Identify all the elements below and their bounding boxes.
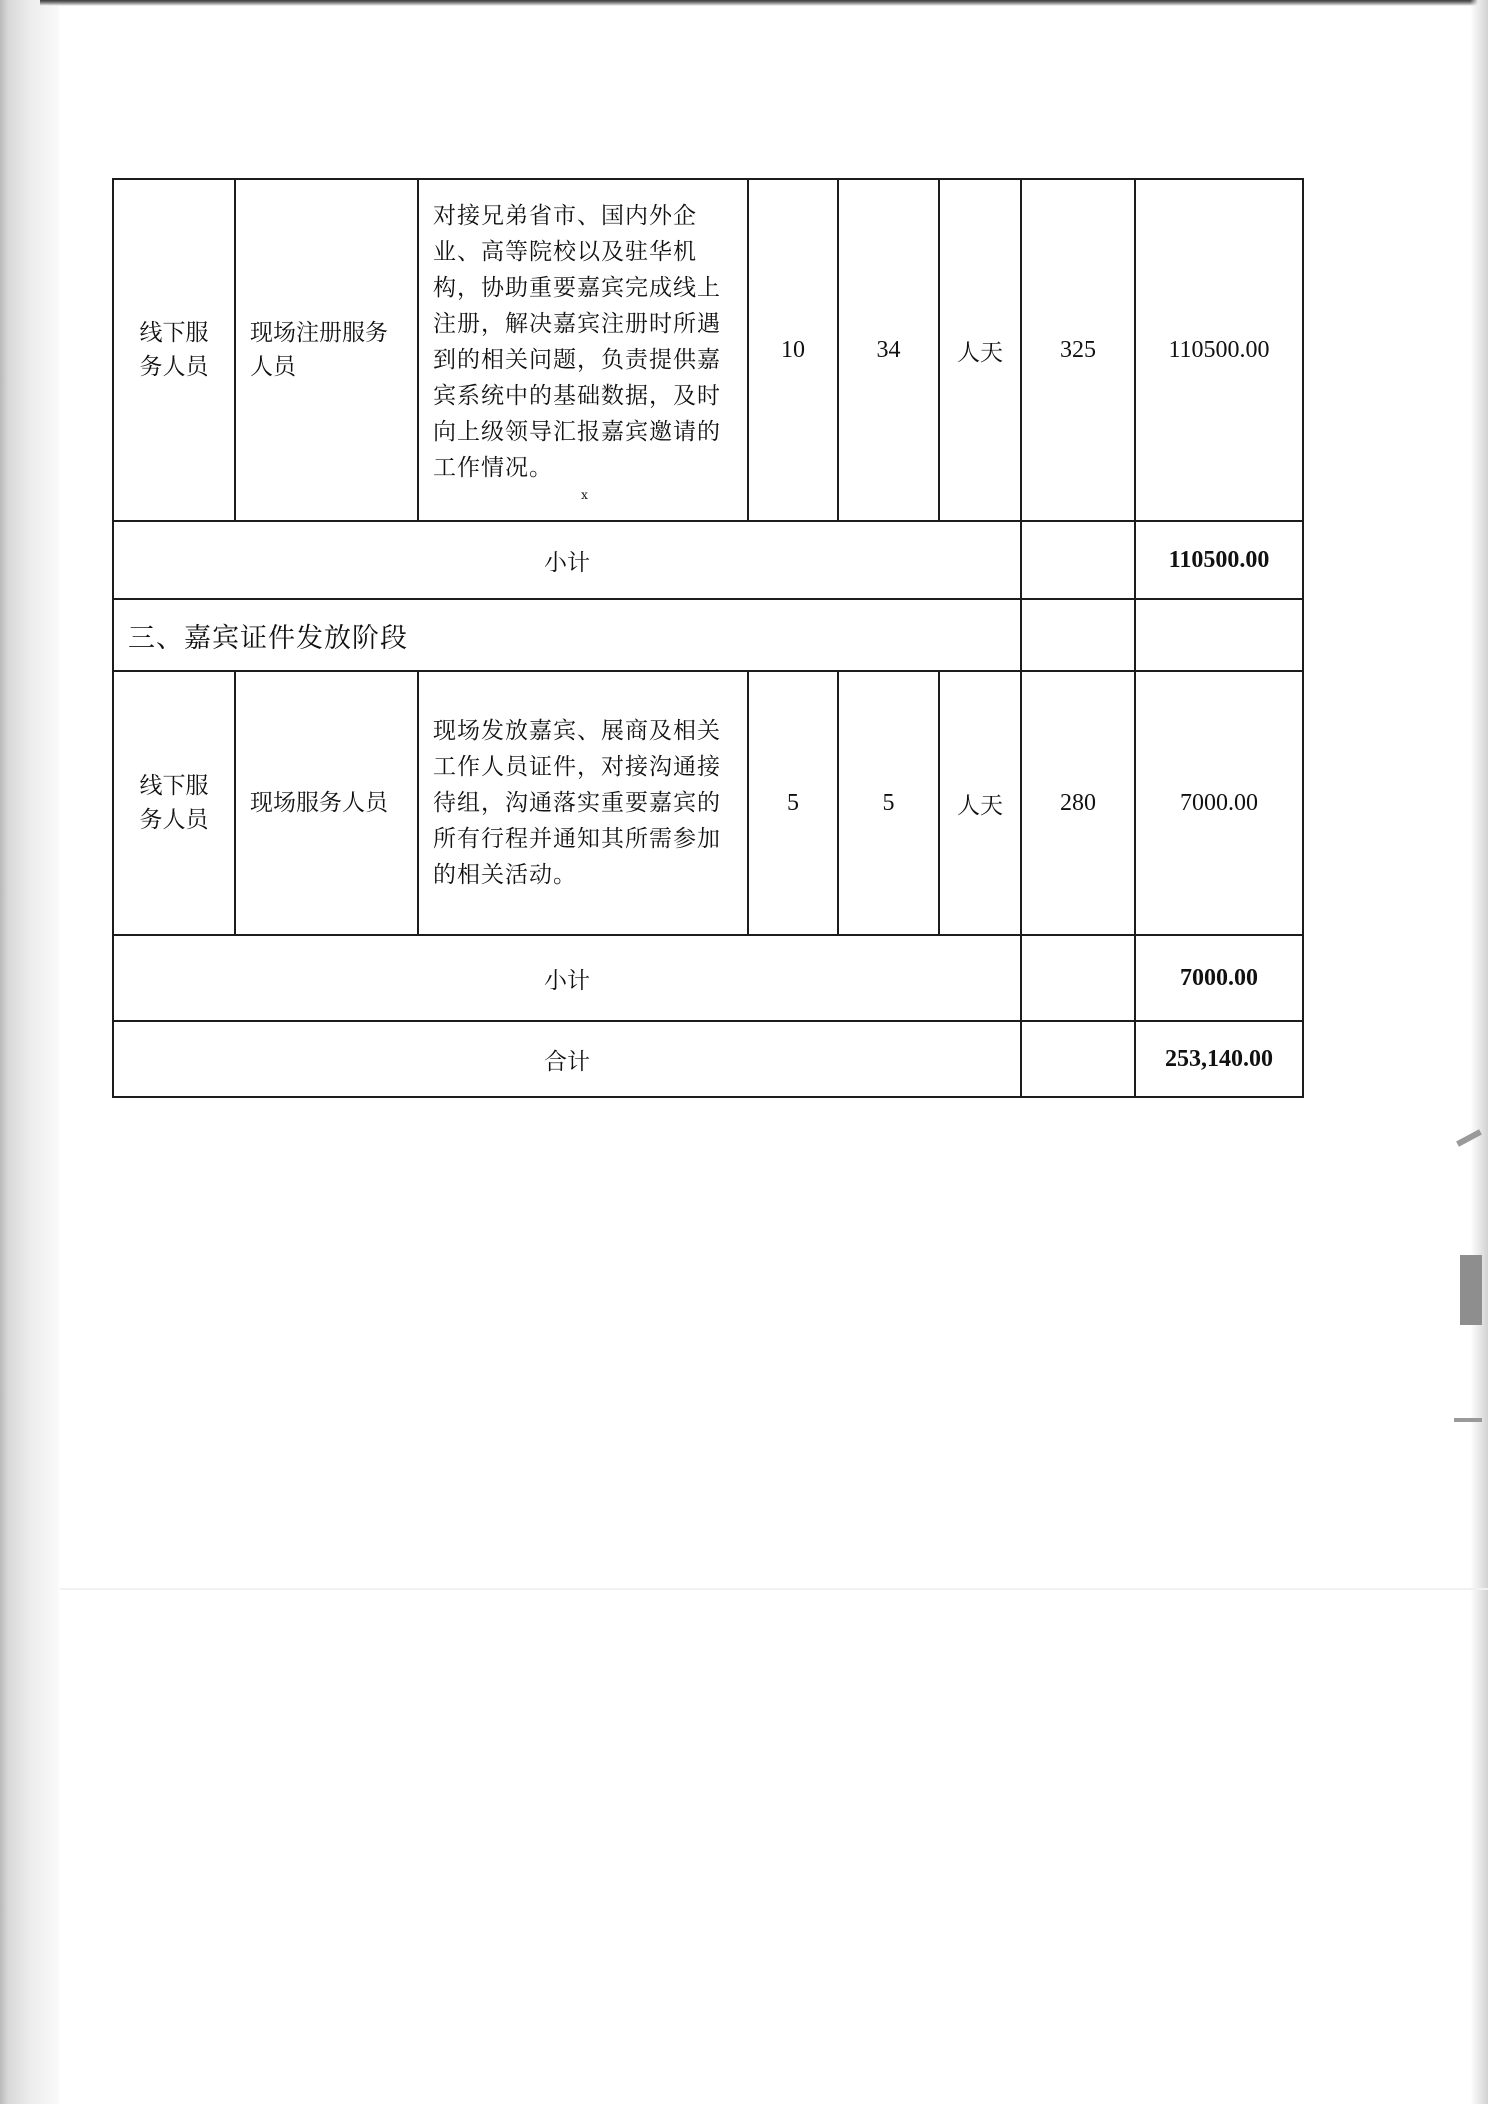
category-cell: 线下服务人员 <box>113 671 235 935</box>
scan-top-edge <box>40 0 1488 6</box>
stray-mark: ⅹ <box>581 488 589 502</box>
total-label: 合计 <box>113 1021 1021 1097</box>
bleed-through-mark <box>1460 1255 1482 1325</box>
subtotal-row <box>113 935 1303 1021</box>
total-row <box>113 1021 1303 1097</box>
role-cell: 现场注册服务人员 <box>235 179 418 521</box>
subtotal-label: 小计 <box>113 521 1021 599</box>
persons-cell: 10 <box>748 179 838 521</box>
price-cell: 280 <box>1021 671 1135 935</box>
description-cell <box>418 179 748 521</box>
subtotal-amount: 7000.00 <box>1135 935 1303 1021</box>
description-text: 对接兄弟省市、国内外企业、高等院校以及驻华机构，协助重要嘉宾完成线上注册，解决嘉宾注册时所遇到的相关问题，负责提供嘉宾系统中的基础数据，及时向上级领导汇报嘉宾邀请的工作情况。 <box>433 203 721 481</box>
empty-cell <box>1021 599 1135 671</box>
bleed-through-mark <box>1454 1418 1482 1422</box>
unit-cell: 人天 <box>939 179 1021 521</box>
scan-right-edge <box>1470 0 1488 2104</box>
section-title: 三、嘉宾证件发放阶段 <box>113 599 1021 671</box>
days-cell: 5 <box>838 671 939 935</box>
table-row <box>113 671 1303 935</box>
persons-cell: 5 <box>748 671 838 935</box>
section-header-row <box>113 599 1303 671</box>
price-cell: 325 <box>1021 179 1135 521</box>
empty-cell <box>1021 1021 1135 1097</box>
table-row <box>113 179 1303 521</box>
scan-left-edge <box>0 0 60 2104</box>
paper-fold-line <box>60 1588 1488 1590</box>
subtotal-label: 小计 <box>113 935 1021 1021</box>
role-cell: 现场服务人员 <box>235 671 418 935</box>
days-cell: 34 <box>838 179 939 521</box>
amount-cell: 7000.00 <box>1135 671 1303 935</box>
empty-cell <box>1021 521 1135 599</box>
unit-cell: 人天 <box>939 671 1021 935</box>
empty-cell <box>1135 599 1303 671</box>
description-cell: 现场发放嘉宾、展商及相关工作人员证件，对接沟通接待组，沟通落实重要嘉宾的所有行程并通知其所需参加的相关活动。 <box>418 671 748 935</box>
amount-cell: 110500.00 <box>1135 179 1303 521</box>
budget-table <box>112 178 1304 1098</box>
total-amount: 253,140.00 <box>1135 1021 1303 1097</box>
empty-cell <box>1021 935 1135 1021</box>
category-cell: 线下服务人员 <box>113 179 235 521</box>
subtotal-row <box>113 521 1303 599</box>
subtotal-amount: 110500.00 <box>1135 521 1303 599</box>
